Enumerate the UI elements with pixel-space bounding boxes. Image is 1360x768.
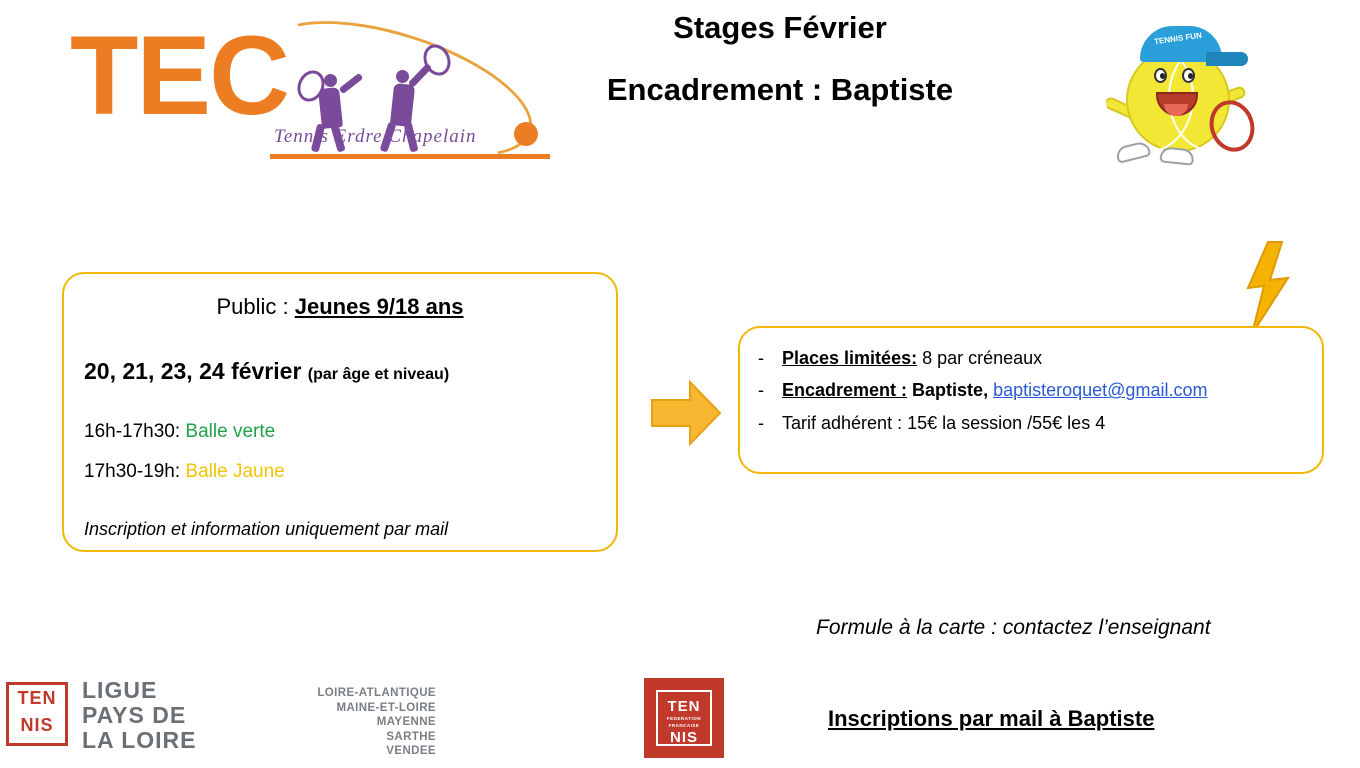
ligue-logo-text <box>82 678 196 753</box>
mascot-cap-brim <box>1206 52 1248 66</box>
player-silhouette-left-body <box>318 87 343 129</box>
title-line-1: Stages Février <box>673 10 887 45</box>
slot-row-1 <box>84 421 596 443</box>
lightning-bolt-icon <box>1238 240 1294 336</box>
bullet-dash-3: - <box>758 412 764 433</box>
mascot-shoe-left <box>1115 140 1152 164</box>
department-item-2: MAINE-ET-LOIRE <box>336 701 436 714</box>
bullet-text-3 <box>782 411 1105 435</box>
slot-row-2 <box>84 461 596 483</box>
fft-line-3: NIS <box>669 729 698 746</box>
department-item-5: VENDEE <box>386 745 436 757</box>
ligue-name-line-3: LA LOIRE <box>82 727 197 753</box>
bullet-3-value: Tarif adhérent : 15€ la session /55€ les 4 <box>782 412 1106 433</box>
dates-value: 20, 21, 23, 24 février <box>84 358 302 384</box>
slot-2-time: 17h30-19h: <box>84 461 186 482</box>
bullet-1-label: Places limitées: <box>782 348 918 368</box>
bullet-text-1 <box>782 346 1042 370</box>
department-item-4: SARTHE <box>386 730 436 743</box>
dates-line <box>84 358 596 385</box>
bullet-dash-2: - <box>758 380 764 401</box>
fft-line-2: FEDERATION FRANCAISE <box>667 716 701 728</box>
tec-club-logo <box>62 14 492 164</box>
title-line-2: Encadrement : Baptiste <box>606 72 954 107</box>
custom-formula-note: Formule à la carte : contactez l’enseignant <box>816 616 1211 639</box>
ligue-name-line-1: LIGUE <box>82 677 158 703</box>
public-line <box>84 294 596 320</box>
footer-cta-text: Inscriptions par mail à Baptiste <box>828 706 1155 731</box>
coach-email-link[interactable]: baptisteroquet@gmail.com <box>993 380 1208 401</box>
bullet-1-value: 8 par créneaux <box>917 348 1043 368</box>
mascot-cap-label: TENNIS FUN <box>1153 30 1203 47</box>
bullet-text-2 <box>782 378 1207 402</box>
fft-logo-inner <box>656 690 712 746</box>
mascot-pupil-left <box>1160 73 1165 79</box>
tec-logo-text: TEC <box>70 13 288 138</box>
ligue-mark-line-1: TEN <box>17 688 57 708</box>
department-item-3: MAYENNE <box>376 716 436 728</box>
public-label: Public : <box>216 294 295 319</box>
tennis-ball-icon <box>514 122 538 146</box>
tennis-ball-mascot-image <box>1098 14 1278 174</box>
info-bullet-2 <box>758 378 1306 402</box>
department-list <box>286 686 436 759</box>
slot-1-time: 16h-17h30: <box>84 421 186 442</box>
fft-logo <box>644 678 724 758</box>
info-bullet-3 <box>758 411 1306 435</box>
ligue-pays-de-la-loire-logo <box>6 678 256 754</box>
dates-note: (par âge et niveau) <box>307 366 450 383</box>
session-details-card <box>62 272 618 552</box>
tec-logo-tagline: Tennis Erdre Chapelain <box>274 126 477 147</box>
ligue-logo-mark <box>6 682 68 746</box>
right-arrow-icon <box>650 378 722 448</box>
player-silhouette-right-head <box>396 70 409 83</box>
practical-info-card <box>738 326 1324 474</box>
bullet-2-label: Encadrement : <box>782 380 908 401</box>
fft-line-1: TEN <box>667 698 701 715</box>
ligue-name-line-2: PAYS DE <box>82 702 187 728</box>
mascot-pupil-right <box>1188 73 1193 79</box>
department-item-1: LOIRE-ATLANTIQUE <box>317 687 436 699</box>
slot-1-level: Balle verte <box>185 421 276 442</box>
bullet-2-value: Baptiste, <box>907 380 994 401</box>
tec-logo-underline <box>270 154 550 159</box>
registration-note: Inscription et information uniquement par mail <box>84 519 449 539</box>
info-bullet-1 <box>758 346 1306 370</box>
ligue-mark-line-2: NIS <box>20 715 54 735</box>
slot-2-level: Balle Jaune <box>185 461 285 482</box>
page-title <box>500 10 1060 108</box>
bullet-dash-1: - <box>758 348 764 368</box>
player-silhouette-right-body <box>390 83 415 127</box>
public-value: Jeunes 9/18 ans <box>294 294 464 319</box>
player-silhouette-left-head <box>324 74 337 87</box>
